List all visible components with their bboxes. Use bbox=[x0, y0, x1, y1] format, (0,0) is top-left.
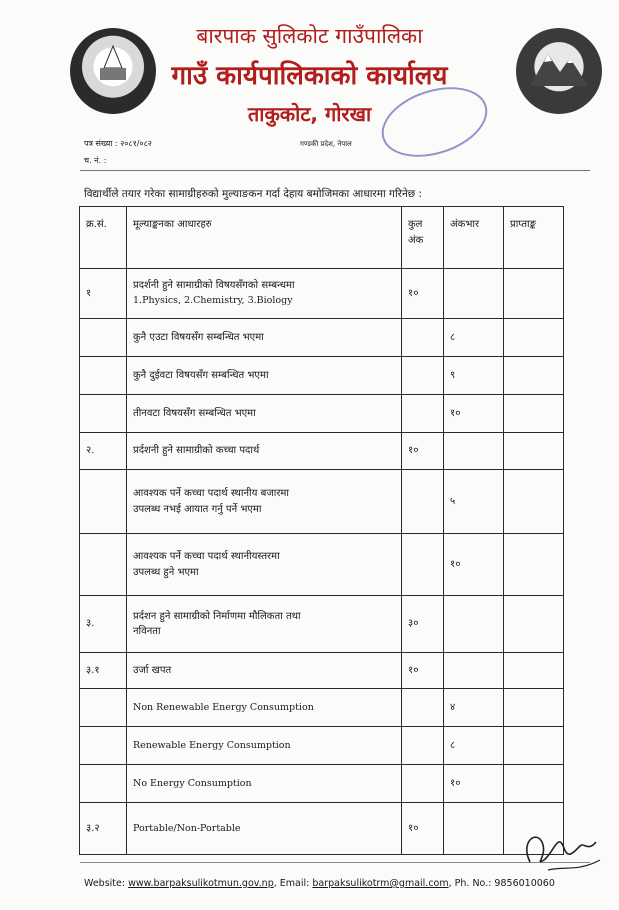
cell-criteria bbox=[127, 357, 402, 395]
table-row bbox=[80, 803, 564, 855]
cell-total: ३० bbox=[402, 596, 444, 653]
cell-total bbox=[402, 727, 444, 765]
table-header-row bbox=[80, 207, 564, 269]
phone-number: , Ph. No.: 9856010060 bbox=[448, 878, 555, 889]
website-link[interactable]: www.barpaksulikotmun.gov.np bbox=[128, 878, 274, 889]
cell-criteria bbox=[127, 689, 402, 727]
criteria-text: तीनवटा विषयसँग सम्बन्धित भएमा bbox=[133, 407, 256, 419]
cell-obtained bbox=[504, 596, 564, 653]
cell-criteria bbox=[127, 803, 402, 855]
cell-weight bbox=[444, 653, 504, 689]
office-name: गाउँ कार्यपालिकाको कार्यालय bbox=[171, 61, 448, 91]
cell-sn: २. bbox=[80, 433, 127, 470]
reference-number: पत्र संख्या : २०८१/०८२ bbox=[84, 139, 152, 148]
cell-criteria bbox=[127, 319, 402, 357]
cell-weight: १० bbox=[444, 395, 504, 433]
table-row bbox=[80, 395, 564, 433]
cell-obtained bbox=[504, 765, 564, 803]
criteria-text: Portable/Non-Portable bbox=[133, 822, 241, 834]
cell-weight bbox=[444, 803, 504, 855]
cell-sn bbox=[80, 470, 127, 534]
criteria-text: प्रर्दशन हुने सामाग्रीको निर्माणमा मौलिकता तथा bbox=[133, 610, 301, 622]
cell-obtained bbox=[504, 689, 564, 727]
cell-total: १० bbox=[402, 433, 444, 470]
cell-total bbox=[402, 765, 444, 803]
cell-weight: ५ bbox=[444, 470, 504, 534]
header-obtained: प्राप्ताङ्क bbox=[504, 207, 564, 269]
criteria-text: Renewable Energy Consumption bbox=[133, 739, 291, 751]
cell-obtained bbox=[504, 269, 564, 319]
criteria-text-line2: 1.Physics, 2.Chemistry, 3.Biology bbox=[133, 295, 293, 307]
criteria-text: प्रर्दशनी हुने सामाग्रीको कच्चा पदार्थ bbox=[133, 445, 260, 457]
office-location: ताकुकोट, गोरखा bbox=[247, 102, 372, 126]
cell-sn bbox=[80, 395, 127, 433]
criteria-text: No Energy Consumption bbox=[133, 777, 252, 789]
website-label: Website: bbox=[84, 878, 129, 889]
cell-total: १० bbox=[402, 653, 444, 689]
cell-weight: ८ bbox=[444, 727, 504, 765]
table-row bbox=[80, 765, 564, 803]
criteria-text-line2: उपलब्ध हुने भएमा bbox=[133, 566, 199, 578]
cell-weight: १० bbox=[444, 534, 504, 596]
criteria-text-line2: उपलब्ध नभई आयात गर्नु पर्ने भएमा bbox=[133, 503, 262, 515]
cell-criteria bbox=[127, 765, 402, 803]
footer-contact bbox=[84, 878, 555, 889]
cell-sn: ३.१ bbox=[80, 653, 127, 689]
cell-obtained bbox=[504, 653, 564, 689]
cell-sn bbox=[80, 727, 127, 765]
table-row bbox=[80, 596, 564, 653]
cell-sn bbox=[80, 357, 127, 395]
cell-total bbox=[402, 470, 444, 534]
cell-sn: ३. bbox=[80, 596, 127, 653]
table-row bbox=[80, 319, 564, 357]
cell-criteria bbox=[127, 727, 402, 765]
table-row bbox=[80, 433, 564, 470]
cell-obtained bbox=[504, 470, 564, 534]
cell-total: १० bbox=[402, 803, 444, 855]
cell-total: १० bbox=[402, 269, 444, 319]
criteria-text: Non Renewable Energy Consumption bbox=[133, 701, 314, 713]
table-row bbox=[80, 653, 564, 689]
cell-sn bbox=[80, 534, 127, 596]
criteria-text: कुनै दुईवटा विषयसँग सम्बन्धित भएमा bbox=[133, 369, 269, 381]
table-row bbox=[80, 357, 564, 395]
cell-weight: ८ bbox=[444, 319, 504, 357]
header-sn: क्र.सं. bbox=[80, 207, 127, 269]
cell-sn bbox=[80, 689, 127, 727]
criteria-text-line2: नविनता bbox=[133, 626, 161, 637]
criteria-text: प्रदर्शनी हुने सामाग्रीको विषयसँगको सम्बन्धमा bbox=[133, 279, 295, 291]
cell-obtained bbox=[504, 433, 564, 470]
cell-weight: ९ bbox=[444, 357, 504, 395]
table-row bbox=[80, 727, 564, 765]
header-total: कुल अंक bbox=[402, 207, 444, 269]
cell-weight bbox=[444, 433, 504, 470]
table-row bbox=[80, 534, 564, 596]
cell-obtained bbox=[504, 395, 564, 433]
cell-total bbox=[402, 534, 444, 596]
cell-sn bbox=[80, 765, 127, 803]
table-row bbox=[80, 689, 564, 727]
cell-sn bbox=[80, 319, 127, 357]
footer-divider bbox=[80, 862, 590, 863]
province-name: गण्डकी प्रदेश, नेपाल bbox=[300, 140, 352, 148]
table-row bbox=[80, 470, 564, 534]
criteria-text: आवश्यक पर्ने कच्चा पदार्थ स्थानीयस्तरमा bbox=[133, 551, 280, 562]
cell-criteria bbox=[127, 653, 402, 689]
cell-obtained bbox=[504, 534, 564, 596]
signature bbox=[518, 812, 608, 882]
cell-obtained bbox=[504, 727, 564, 765]
header-criteria: मूल्याङ्कनका आधारहरु bbox=[127, 207, 402, 269]
cell-total bbox=[402, 395, 444, 433]
cell-total bbox=[402, 357, 444, 395]
cell-weight bbox=[444, 269, 504, 319]
evaluation-table bbox=[79, 206, 564, 855]
dispatch-number: च. नं. : bbox=[84, 156, 107, 165]
cell-criteria bbox=[127, 534, 402, 596]
criteria-text: आवश्यक पर्ने कच्चा पदार्थ स्थानीय बजारमा bbox=[133, 488, 289, 499]
cell-weight: १० bbox=[444, 765, 504, 803]
cell-sn: १ bbox=[80, 269, 127, 319]
cell-criteria bbox=[127, 596, 402, 653]
criteria-text: उर्जा खपत bbox=[133, 664, 172, 676]
criteria-text: कुनै एउटा विषयसँग सम्बन्धित भएमा bbox=[133, 331, 264, 343]
header-divider bbox=[80, 170, 590, 171]
cell-criteria bbox=[127, 470, 402, 534]
email-label: , Email: bbox=[273, 878, 313, 889]
municipality-name: बारपाक सुलिकोट गाउँपालिका bbox=[196, 24, 423, 48]
cell-total bbox=[402, 319, 444, 357]
header-weight: अंकभार bbox=[444, 207, 504, 269]
cell-total bbox=[402, 689, 444, 727]
cell-obtained bbox=[504, 357, 564, 395]
cell-sn: ३.२ bbox=[80, 803, 127, 855]
letterhead bbox=[0, 0, 619, 185]
cell-obtained bbox=[504, 319, 564, 357]
cell-criteria bbox=[127, 269, 402, 319]
intro-text: विद्यार्थीले तयार गरेका सामाग्रीहरुको मुल्याङकन गर्दा देहाय बमोजिमका आधारमा गरिनेछ : bbox=[84, 188, 423, 200]
cell-weight bbox=[444, 596, 504, 653]
cell-criteria bbox=[127, 395, 402, 433]
cell-criteria bbox=[127, 433, 402, 470]
cell-weight: ४ bbox=[444, 689, 504, 727]
table-row bbox=[80, 269, 564, 319]
email-link[interactable]: barpaksulikotrm@gmail.com bbox=[312, 878, 449, 889]
